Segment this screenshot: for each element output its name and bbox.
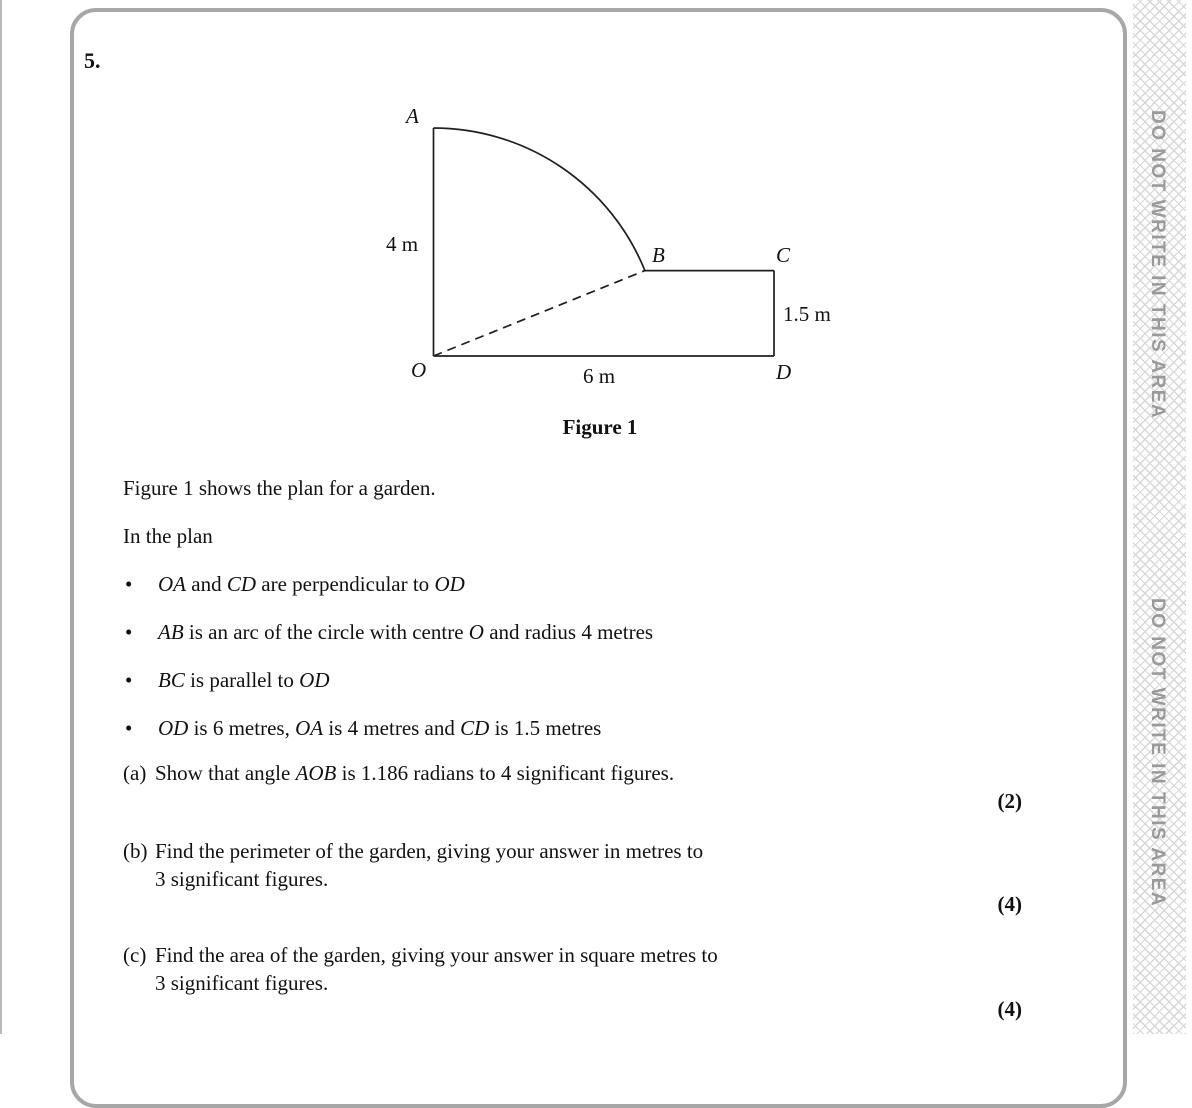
plan-heading: In the plan (123, 524, 213, 548)
part-c-text-line1: (c) Find the area of the garden, giving your answer in square metres to (123, 942, 718, 969)
figure-caption: Figure 1 (562, 415, 638, 439)
point-label-D: D (776, 360, 792, 384)
part-b-text-line2: 3 significant figures. (155, 867, 329, 891)
measurement-od: 6 m (583, 364, 616, 388)
garden-plan-figure (370, 100, 850, 400)
bullet-item: • OA and CD are perpendicular to OD (125, 571, 465, 598)
part-a-text: (a) Show that angle AOB is 1.186 radians to 4 significant figures. (123, 760, 674, 787)
part-b-text-line1: (b) Find the perimeter of the garden, giving your answer in metres to (123, 838, 703, 865)
part-a-marks: (2) (997, 789, 1022, 813)
bullet-icon: • (125, 620, 133, 644)
bullet-item: • BC is parallel to OD (125, 667, 330, 694)
page-edge-rule (0, 0, 2, 1034)
intro-text: Figure 1 shows the plan for a garden. (123, 476, 436, 500)
measurement-cd: 1.5 m (783, 302, 831, 326)
arc-AB (434, 128, 645, 271)
part-c-label: (c) (123, 943, 147, 967)
point-label-O: O (411, 358, 427, 382)
question-number: 5. (84, 48, 101, 73)
measurement-oa: 4 m (386, 232, 419, 256)
point-label-B: B (652, 243, 665, 267)
do-not-write-text-top: DO NOT WRITE IN THIS AREA (1147, 110, 1168, 420)
part-a-label: (a) (123, 761, 147, 785)
bullet-icon: • (125, 716, 133, 740)
part-b-marks: (4) (997, 892, 1022, 916)
part-b-label: (b) (123, 839, 148, 863)
bullet-icon: • (125, 668, 133, 692)
dashed-line-OB (434, 271, 645, 356)
bullet-item: • OD is 6 metres, OA is 4 metres and CD is 1.5 metres (125, 715, 601, 742)
do-not-write-strip (1133, 0, 1186, 1034)
bullet-item: • AB is an arc of the circle with centre O and radius 4 metres (125, 619, 653, 646)
bullet-icon: • (125, 572, 133, 596)
part-c-marks: (4) (997, 997, 1022, 1021)
part-c-text-line2: 3 significant figures. (155, 971, 329, 995)
point-label-C: C (776, 243, 791, 267)
point-label-A: A (406, 104, 419, 128)
do-not-write-text-bottom: DO NOT WRITE IN THIS AREA (1147, 598, 1168, 908)
